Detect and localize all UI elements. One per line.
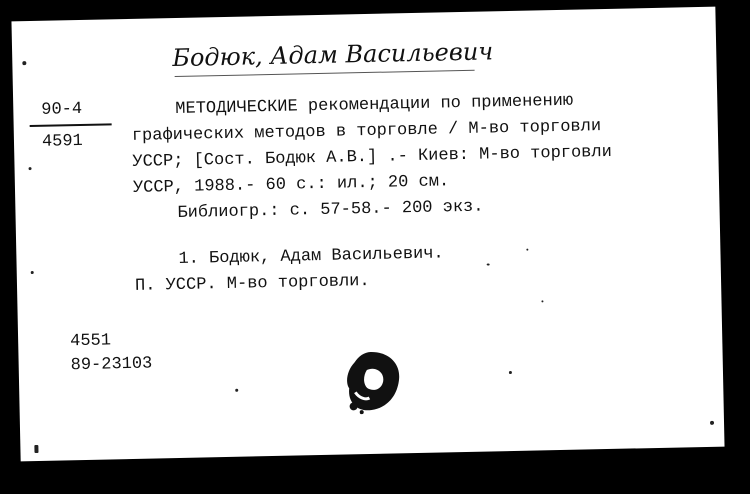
speck (526, 249, 528, 251)
handwritten-author-heading: Бодюк, Адам Васильевич (171, 37, 494, 73)
tracing-1: 1. Бодюк, Адам Васильевич. (178, 244, 444, 269)
shelf-mark-top: 90-4 (41, 99, 83, 120)
record-number-2: 89-23103 (70, 354, 153, 376)
speck (29, 167, 32, 170)
record-number-1: 4551 (69, 331, 112, 352)
catalog-card (11, 7, 724, 462)
speck (509, 371, 512, 374)
description-line-4: УССР, 1988.- 60 с.: ил.; 20 см. (132, 172, 450, 198)
description-line-1: МЕТОДИЧЕСКИЕ рекомендации по применению (175, 91, 574, 120)
shelf-mark-divider (30, 123, 112, 127)
speck (541, 300, 543, 302)
description-line-5: Библиогр.: с. 57-58.- 200 экз. (177, 197, 484, 223)
speck (235, 389, 238, 392)
description-line-2: графических методов в торговле / М-во торговли (131, 117, 602, 146)
ink-stamp-mark (336, 347, 407, 418)
tracing-2: П. УССР. М-во торговли. (134, 271, 370, 296)
speck (22, 61, 26, 65)
speck (710, 421, 714, 425)
speck (34, 445, 38, 453)
description-line-3: УССР; [Сост. Бодюк А.В.] .- Киев: М-во торговли (132, 142, 613, 172)
shelf-mark-bottom: 4591 (41, 131, 84, 152)
speck (31, 271, 34, 274)
speck (487, 263, 490, 265)
